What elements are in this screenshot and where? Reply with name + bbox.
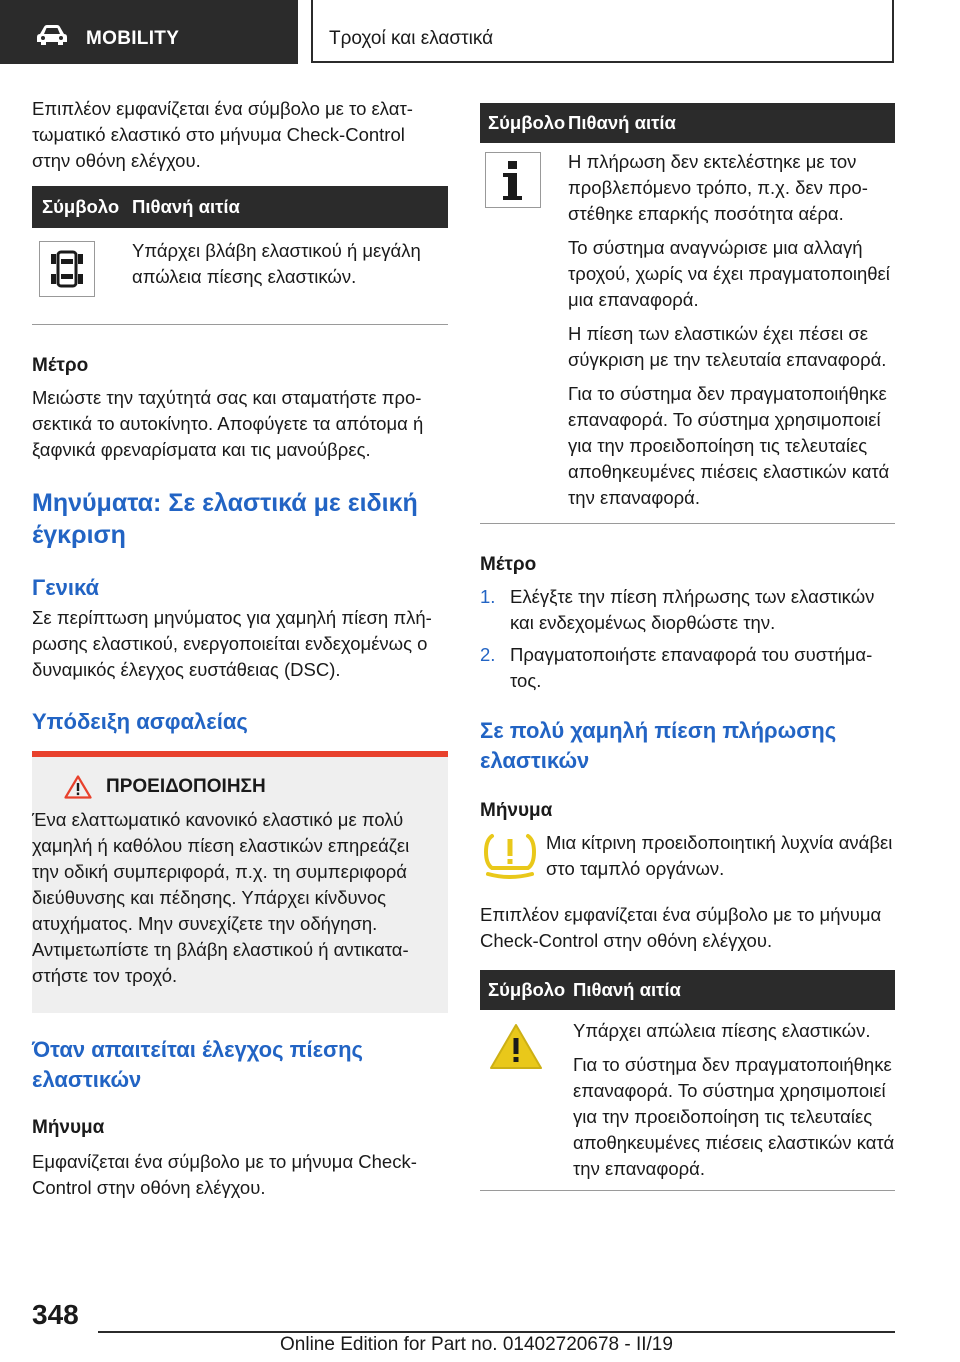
left-column bbox=[32, 96, 448, 1201]
extra-text: Επιπλέον εμφανίζεται ένα σύμβολο με το μήνυμα Check-Control στην οθόνη ελέγχου. bbox=[480, 904, 882, 951]
step-text: Ελέγξτε την πίεση πλήρωσης των ελαστικών και ενδεχομένως διορθώστε την. bbox=[510, 586, 875, 633]
pressure-check-heading: Όταν απαιτείται έλεγχος πίεσης ελαστικών bbox=[32, 1037, 363, 1092]
step-text: Πραγματοποιήστε επαναφορά του συστήματος. bbox=[510, 644, 873, 691]
message-text: Εμφανίζεται ένα σύμβολο με το μήνυμα Check-Control στην οθόνη ελέγχου. bbox=[32, 1151, 417, 1198]
table-row bbox=[480, 143, 895, 524]
section-tab bbox=[0, 0, 298, 64]
right-column bbox=[480, 103, 895, 1191]
cause-text: Η πλήρωση δεν εκτελέστηκε με τον προβλεπόμενο τρόπο, π.χ. δεν προστέθηκε επαρκής ποσότητα αέρα. bbox=[568, 151, 868, 224]
col-cause: Πιθανή αιτία bbox=[132, 186, 448, 228]
cause-text: Το σύστημα αναγνώρισε μια αλλαγή τροχού, χωρίς να έχει πραγματοποιηθεί μια επαναφορά. bbox=[568, 237, 890, 310]
col-cause: Πιθανή αιτία bbox=[568, 103, 895, 143]
list-item bbox=[480, 642, 895, 694]
measure-title: Μέτρο bbox=[32, 355, 89, 376]
table-row bbox=[32, 228, 448, 325]
info-icon bbox=[485, 152, 541, 208]
general-heading: Γενικά bbox=[32, 575, 100, 600]
footer-divider bbox=[98, 1331, 895, 1333]
tire-car-icon bbox=[39, 241, 95, 297]
tire-pressure-lamp-icon bbox=[480, 830, 540, 882]
list-item bbox=[480, 584, 895, 636]
symbol-table-2 bbox=[480, 103, 895, 524]
step-number: 2. bbox=[480, 644, 496, 665]
cause-text: Για το σύστημα δεν πραγματοποιήθηκε επαναφορά. Το σύστημα χρησιμοποιεί για την προειδοποίηση τις τελευταίες αποθηκευμένες πιέσεις ελαστικών κατά την επαναφορά. bbox=[568, 383, 890, 508]
cause-text: Υπάρχει απώλεια πίεσης ελαστικών. bbox=[573, 1020, 871, 1041]
intro-text: Επιπλέον εμφανίζεται ένα σύμβολο με το ελαττωματικό ελαστικό στο μήνυμα Check-Control στην οθόνη ελέγχου. bbox=[32, 98, 413, 171]
section-label: MOBILITY bbox=[86, 28, 180, 49]
edition-text: Online Edition for Part no. 01402720678 - II/19 bbox=[280, 1334, 673, 1355]
lamp-text: Μια κίτρινη προειδοποιητική λυχνία ανάβει στο ταμπλό οργάνων. bbox=[546, 832, 893, 879]
measure-text: Μειώστε την ταχύτητά σας και σταματήστε προσεκτικά το αυτοκίνητο. Αποφύγετε τα απότομα ή ξαφνικά φρεναρίσματα και τις μανούβρες. bbox=[32, 387, 424, 460]
chapter-tab bbox=[311, 0, 894, 63]
col-symbol: Σύμβολο bbox=[480, 970, 573, 1010]
messages-heading: Μηνύματα: Σε ελαστικά με ειδική έγκριση bbox=[32, 489, 418, 549]
table-row bbox=[480, 1010, 895, 1191]
cause-text: Υπάρχει βλάβη ελαστικού ή μεγάλη απώλεια πίεσης ελαστικών. bbox=[132, 240, 421, 287]
lamp-row bbox=[480, 830, 895, 882]
cause-text: Για το σύστημα δεν πραγματοποιήθηκε επαναφορά. Το σύστημα χρησιμοποιεί για την προειδοποίηση τις τελευταίες αποθηκευμένες πιέσεις ελαστικών κατά την επαναφορά. bbox=[573, 1054, 895, 1179]
cause-text: Η πίεση των ελαστικών έχει πέσει σε σύγκριση με την τελευταία επαναφορά. bbox=[568, 323, 887, 370]
general-text: Σε περίπτωση μηνύματος για χαμηλή πίεση πλήρωσης ελαστικού, ενεργοποιείται ενδεχομένως ο δυναμικός έλεγχος ευστάθειας (DSC). bbox=[32, 607, 432, 680]
steps-list bbox=[480, 584, 895, 694]
table-header bbox=[480, 103, 895, 143]
warning-box bbox=[32, 751, 448, 1013]
message-title: Μήνυμα bbox=[480, 800, 553, 821]
measure-title: Μέτρο bbox=[480, 554, 537, 575]
symbol-table-1 bbox=[32, 186, 448, 325]
page-number: 348 bbox=[32, 1299, 79, 1330]
col-symbol: Σύμβολο bbox=[480, 103, 568, 143]
table-header bbox=[480, 970, 895, 1010]
symbol-table-3 bbox=[480, 970, 895, 1191]
warning-text: Ένα ελαττωματικό κανονικό ελαστικό με πολύ χαμηλή ή καθόλου πίεση ελαστικών επηρεάζει την οδική συμπεριφορά, π.χ. τη συμπεριφορά διεύθυνσης και πέδησης. Υπάρχει κίνδυνος ατυχήματος. Μην συνεχίζετε την οδήγηση. Αντιμετωπίστε τη βλάβη ελαστικού ή αντικαταστήστε τον τροχό. bbox=[32, 809, 410, 986]
message-title: Μήνυμα bbox=[32, 1117, 105, 1138]
table-header bbox=[32, 186, 448, 228]
safety-heading: Υπόδειξη ασφαλείας bbox=[32, 709, 248, 734]
very-low-pressure-heading: Σε πολύ χαμηλή πίεση πλήρωσης ελαστικών bbox=[480, 718, 837, 773]
yellow-warning-triangle-icon bbox=[488, 1022, 544, 1072]
car-icon bbox=[36, 24, 68, 46]
col-symbol: Σύμβολο bbox=[32, 186, 132, 228]
step-number: 1. bbox=[480, 586, 496, 607]
chapter-title: Τροχοί και ελαστικά bbox=[329, 28, 494, 49]
warning-title: ΠΡΟΕΙΔΟΠΟΙΗΣΗ bbox=[106, 776, 266, 797]
warning-triangle-icon bbox=[64, 775, 92, 799]
col-cause: Πιθανή αιτία bbox=[573, 970, 895, 1010]
